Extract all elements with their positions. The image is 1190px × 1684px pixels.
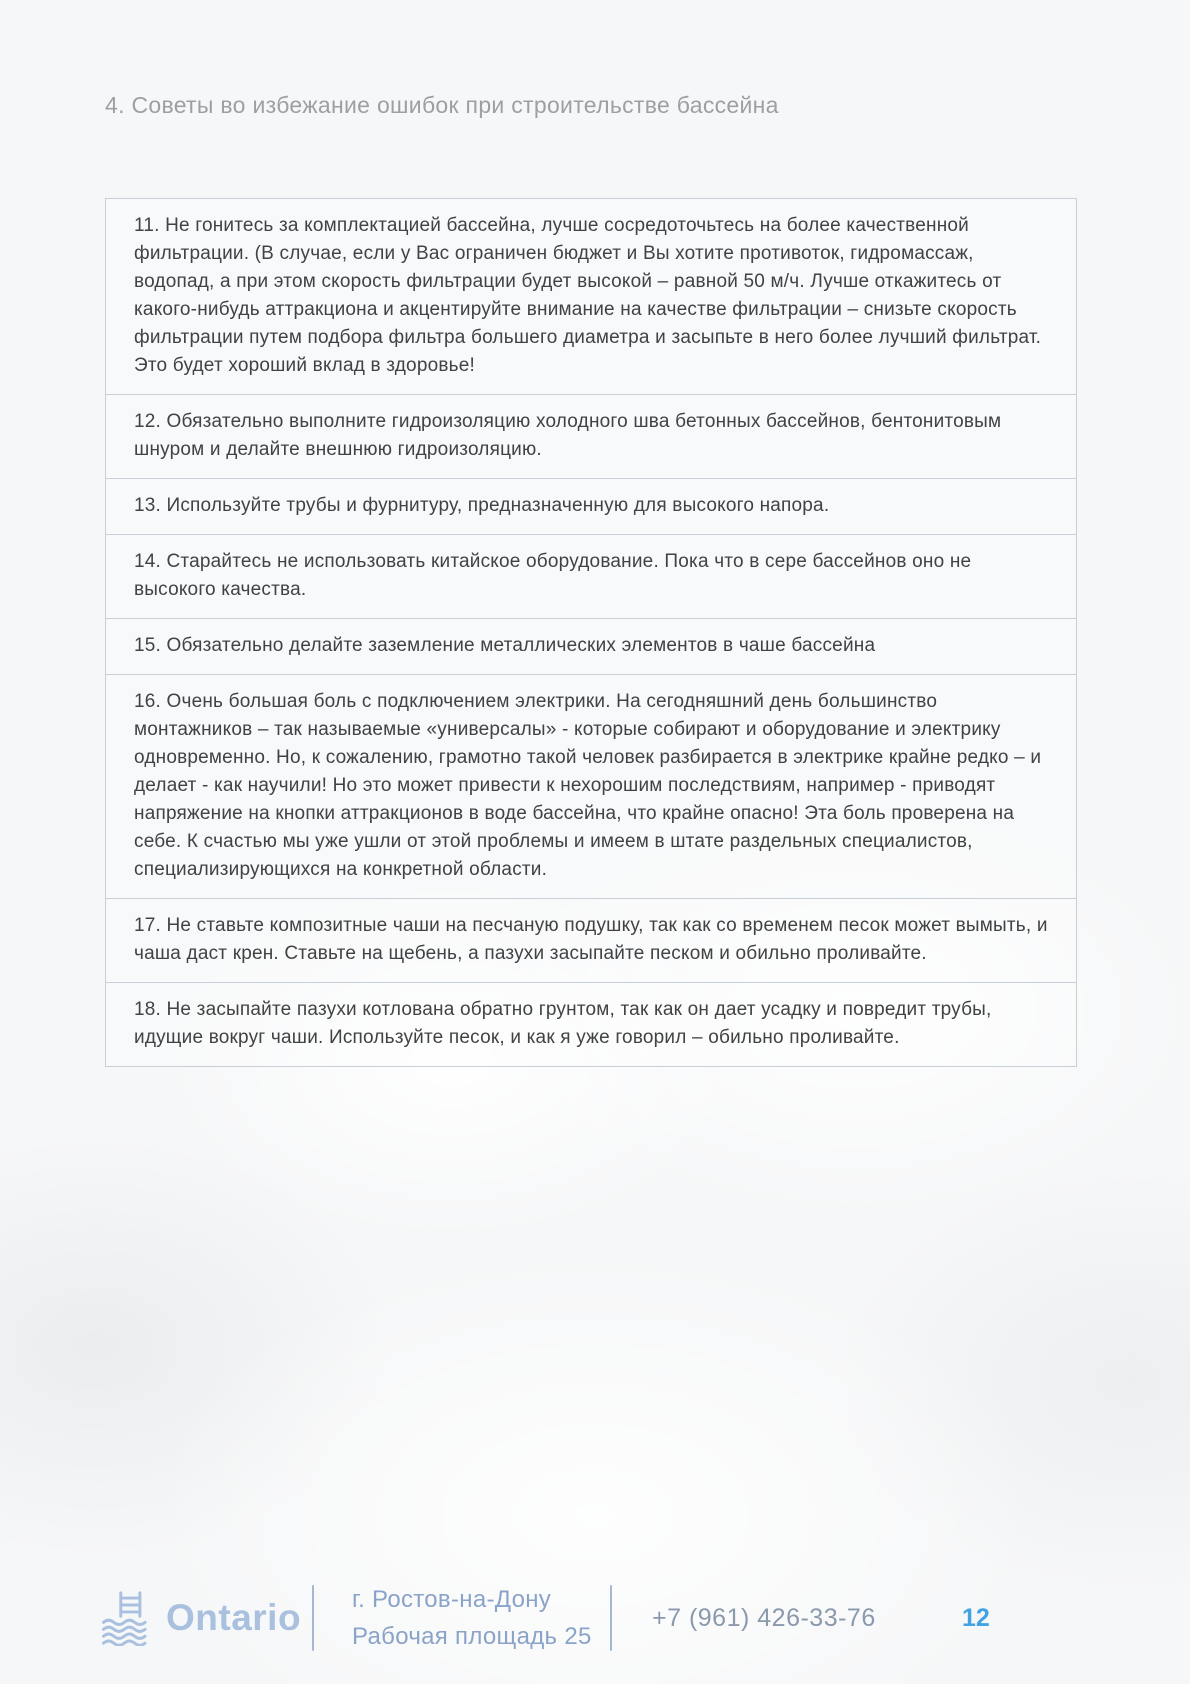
tip-item-13: 13. Используйте трубы и фурнитуру, предназначенную для высокого напора. xyxy=(106,478,1076,534)
page-footer xyxy=(0,1578,1190,1658)
pool-ladder-icon xyxy=(100,1590,152,1646)
tip-item-15: 15. Обязательно делайте заземление металлических элементов в чаше бассейна xyxy=(106,618,1076,674)
tips-list xyxy=(105,198,1077,1067)
tip-item-17: 17. Не ставьте композитные чаши на песчаную подушку, так как со временем песок может вымыть, и чаша даст крен. Ставьте на щебень, а пазухи засыпайте песком и обильно проливайте. xyxy=(106,898,1076,982)
address-city: г. Ростов-на-Дону xyxy=(352,1586,552,1613)
footer-phone: +7 (961) 426-33-76 xyxy=(652,1603,876,1632)
page-title: 4. Советы во избежание ошибок при строительстве бассейна xyxy=(105,92,779,118)
tip-item-18: 18. Не засыпайте пазухи котлована обратно грунтом, так как он дает усадку и повредит трубы, идущие вокруг чаши. Используйте песок, и как я уже говорил – обильно проливайте. xyxy=(106,982,1076,1066)
tip-item-11: 11. Не гонитесь за комплектацией бассейна, лучше сосредоточьтесь на более качественной фильтрации. (В случае, если у Вас ограничен бюджет и Вы хотите противоток, гидромассаж, водопад, а при этом скорость фильтрации будет высокой – равной 50 м/ч. Лучше откажитесь от какого-нибудь аттракциона и акцентируйте внимание на качестве фильтрации – снизьте скорость фильтрации путем подбора фильтра большего диаметра и засыпьте в него более лучший фильтрат. Это будет хороший вклад в здоровье! xyxy=(134,215,1042,376)
page-number: 12 xyxy=(962,1603,990,1632)
address-street: Рабочая площадь 25 xyxy=(352,1623,592,1650)
tip-item-14: 14. Старайтесь не использовать китайское оборудование. Пока что в сере бассейнов оно не высокого качества. xyxy=(106,534,1076,618)
footer-divider-2 xyxy=(610,1585,612,1651)
footer-address xyxy=(352,1581,610,1655)
brand-name: Ontario xyxy=(166,1597,302,1638)
footer-divider-1 xyxy=(312,1585,314,1651)
tip-item-12: 12. Обязательно выполните гидроизоляцию холодного шва бетонных бассейнов, бентонитовым шнуром и делайте внешнюю гидроизоляцию. xyxy=(106,394,1076,478)
brand-logo xyxy=(100,1590,312,1646)
tip-item-16: 16. Очень большая боль с подключением электрики. На сегодняшний день большинство монтажников – так называемые «универсалы» - которые собирают и оборудование и электрику одновременно. Но, к сожалению, грамотно такой человек разбирается в электрике крайне редко – и делает - как научили! Но это может привести к нехорошим последствиям, например - приводят напряжение на кнопки аттракционов в воде бассейна, что крайне опасно! Эта боль проверена на себе. К счастью мы уже ушли от этой проблемы и имеем в штате раздельных специалистов, специализирующихся на конкретной области. xyxy=(106,674,1076,898)
